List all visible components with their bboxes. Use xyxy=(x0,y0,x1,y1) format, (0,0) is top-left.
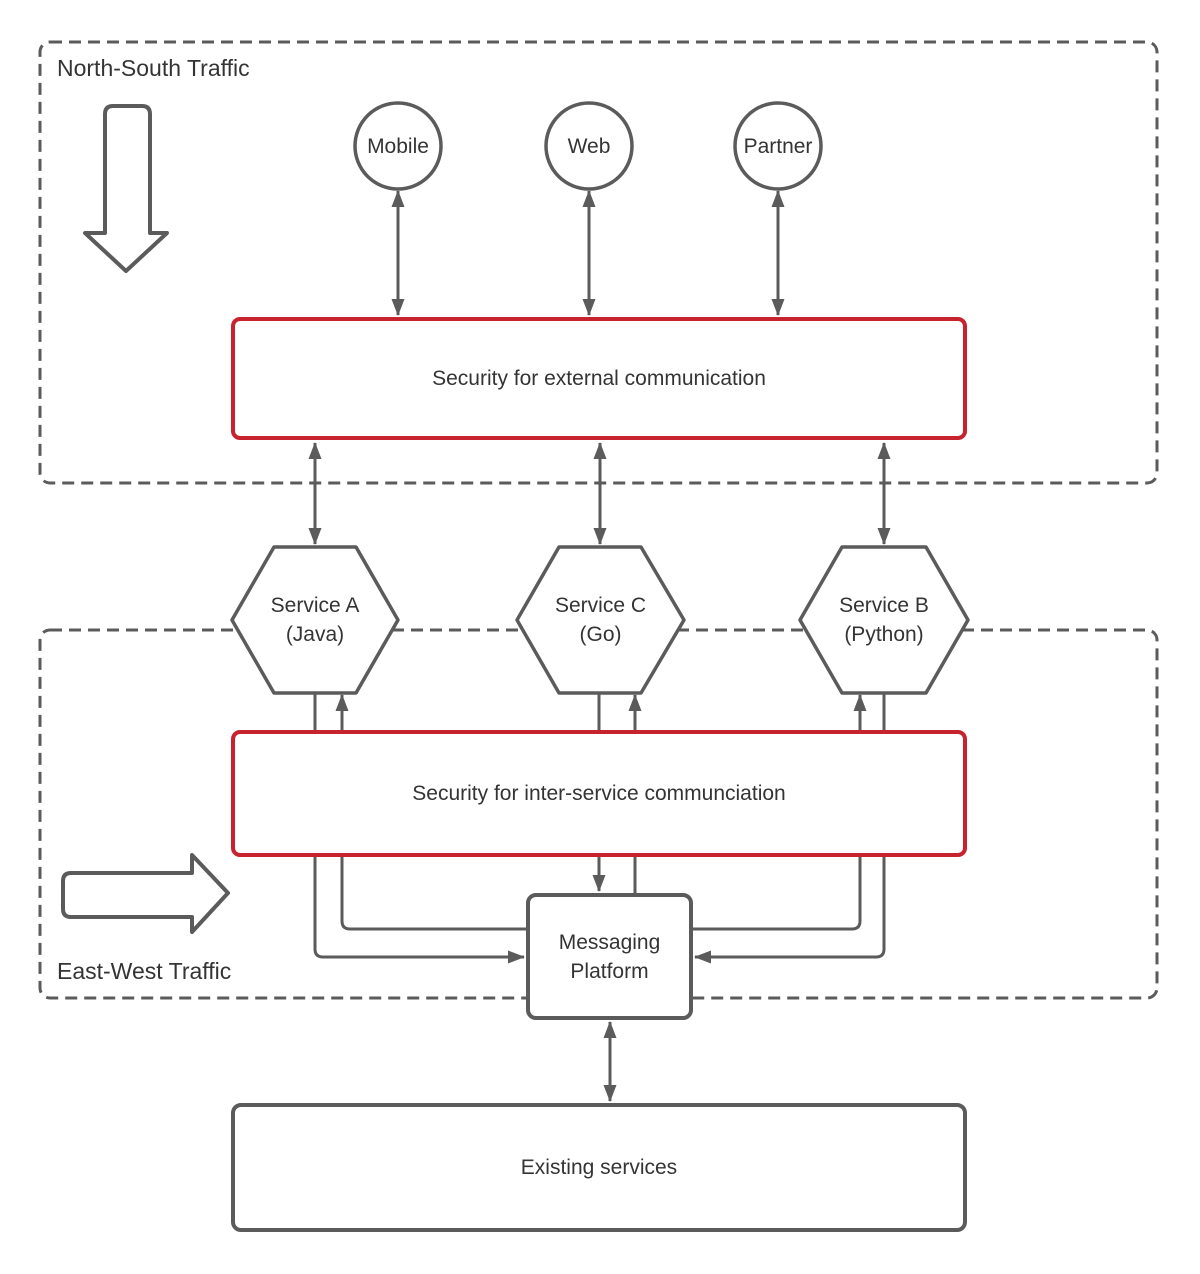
messaging-platform-box xyxy=(526,893,693,1020)
service-c-runtime: (Go) xyxy=(579,623,622,646)
service-a-runtime: (Java) xyxy=(285,623,345,646)
inter-service-security-label: Security for inter-service communciation xyxy=(412,782,786,805)
service-a-name: Service A xyxy=(270,594,360,617)
external-security-box xyxy=(231,317,967,440)
right-block-arrow-icon xyxy=(63,855,228,932)
mobile-circle xyxy=(355,103,441,189)
service-b-runtime: (Python) xyxy=(844,623,924,646)
inter-service-security-box xyxy=(231,730,967,857)
partner-circle-label: Partner xyxy=(743,134,813,158)
messaging-platform-label-line2: Platform xyxy=(570,959,649,983)
messaging-platform-label-line1: Messaging xyxy=(558,930,661,954)
external-security-label: Security for external communication xyxy=(432,367,766,390)
service-c-name: Service C xyxy=(554,594,647,617)
service-c-hexagon xyxy=(517,547,684,693)
down-block-arrow-icon xyxy=(85,106,167,271)
service-b-name: Service B xyxy=(839,594,929,617)
partner-circle xyxy=(735,103,821,189)
mobile-circle-label: Mobile xyxy=(367,134,429,158)
existing-services-box xyxy=(231,1103,967,1232)
service-b-hexagon xyxy=(800,547,968,693)
north-south-region-label: North-South Traffic xyxy=(57,55,250,81)
web-circle-label: Web xyxy=(567,134,611,158)
existing-services-label: Existing services xyxy=(520,1156,678,1179)
web-circle xyxy=(546,103,632,189)
service-a-hexagon xyxy=(232,547,398,693)
east-west-region-label: East-West Traffic xyxy=(57,958,232,984)
